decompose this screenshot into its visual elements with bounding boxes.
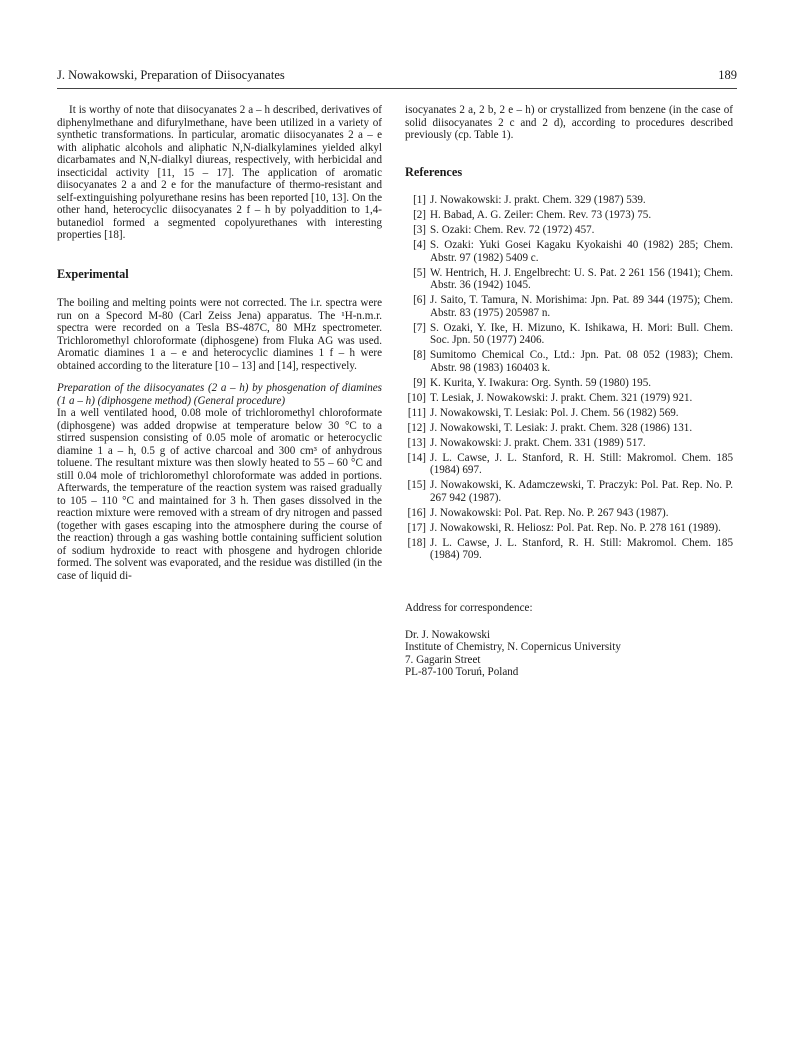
header-rule [57,88,737,89]
reference-number: [17] [407,521,426,534]
right-column [405,104,733,679]
procedure-subheading: Preparation of the diisocyanates (2 a – h) by phosgenation of diamines (1 a – h) (diphosgene method) (General procedure) [57,382,382,407]
reference-number: [11] [407,406,426,419]
address-block [405,629,733,679]
continuation-paragraph: isocyanates 2 a, 2 b, 2 e – h) or crystallized from benzene (in the case of solid diisocyanates 2 c and 2 d), according to procedures described previously (cp. Table 1). [405,104,733,141]
reference-text: J. Nowakowski, R. Heliosz: Pol. Pat. Rep. No. P. 278 161 (1989). [430,521,721,534]
reference-number: [18] [407,536,426,549]
reference-number: [16] [407,506,426,519]
reference-text: J. Nowakowski: J. prakt. Chem. 331 (1989) 517. [430,436,646,449]
address-line: Dr. J. Nowakowski [405,628,491,641]
reference-number: [1] [413,194,426,206]
reference-item [405,479,733,504]
reference-number: [5] [413,266,426,279]
reference-text: J. L. Cawse, J. L. Stanford, R. H. Still: Makromol. Chem. 185 (1984) 697. [430,451,733,476]
left-column [57,104,382,582]
reference-number: [2] [413,209,426,221]
references-heading: References [405,164,463,179]
reference-item [405,349,733,374]
reference-text: Sumitomo Chemical Co., Ltd.: Jpn. Pat. 08 052 (1983); Chem. Abstr. 98 (1983) 160403 k. [430,349,733,374]
reference-text: S. Ozaki: Chem. Rev. 72 (1972) 457. [430,224,595,236]
reference-item [405,377,733,390]
reference-item [405,224,733,237]
reference-item [405,209,733,222]
reference-item [405,322,733,347]
reference-text: S. Ozaki, Y. Ike, H. Mizuno, K. Ishikawa, H. Mori: Bull. Chem. Soc. Jpn. 50 (1977) 2406. [430,321,733,346]
reference-number: [8] [413,349,426,361]
reference-text: W. Hentrich, H. J. Engelbrecht: U. S. Pat. 2 261 156 (1941); Chem. Abstr. 36 (1942) 1045. [430,266,733,291]
reference-text: J. Saito, T. Tamura, N. Morishima: Jpn. Pat. 89 344 (1975); Chem. Abstr. 83 (1975) 205987 n. [430,294,733,319]
reference-text: H. Babad, A. G. Zeiler: Chem. Rev. 73 (1973) 75. [430,209,652,221]
references-list [405,194,733,562]
reference-item [405,422,733,435]
experimental-heading: Experimental [57,266,129,281]
reference-number: [4] [413,239,426,251]
page-number: 189 [718,68,737,82]
reference-number: [14] [407,451,426,464]
reference-text: J. Nowakowski: J. prakt. Chem. 329 (1987) 539. [430,194,646,206]
reference-item [405,239,733,264]
reference-number: [13] [407,436,426,449]
reference-item [405,294,733,319]
reference-text: S. Ozaki: Yuki Gosei Kagaku Kyokaishi 40 (1982) 285; Chem. Abstr. 97 (1982) 5409 c. [430,239,733,264]
reference-number: [7] [413,321,426,334]
address-line: 7. Gagarin Street [405,653,481,666]
reference-item [405,267,733,292]
reference-item [405,194,733,207]
procedure-paragraph: In a well ventilated hood, 0.08 mole of trichloromethyl chloroformate (diphosgene) was added dropwise at temperature below 30 °C to a stirred suspension consisting of 0.05 mole of aromatic or heterocyclic diamine 1 a – h, 0.5 g of active charcoal and 300 cm³ of anhydrous toluene. The resultant mixture was then slowly heated to 55 – 60 °C and still 0.04 mole of trichloromethyl chloroformate was added in portions. Afterwards, the temperature of the reaction system was raised gradually to 105 – 110 °C and maintained for 3 h. Then gases dissolved in the reaction mixture were removed with a stream of dry nitrogen and passed (together with gases escaping into the atmosphere during the course of the reaction) through a gas washing bottle containing sufficient solution of sodium hydroxide to react with phosgene and hydrogen chloride formed. The solvent was evaporated, and the residue was distilled (in the case of liquid di- [57,407,382,582]
reference-item [405,392,733,405]
reference-item [405,522,733,535]
reference-number: [10] [407,391,426,404]
reference-item [405,537,733,562]
reference-text: J. Nowakowski, T. Lesiak: Pol. J. Chem. 56 (1982) 569. [430,406,679,419]
page-header [57,68,737,88]
address-line: Institute of Chemistry, N. Copernicus University [405,641,621,653]
reference-text: J. Nowakowski: Pol. Pat. Rep. No. P. 267 943 (1987). [430,506,669,519]
reference-text: K. Kurita, Y. Iwakura: Org. Synth. 59 (1980) 195. [430,376,652,389]
address-line: PL-87-100 Toruń, Poland [405,666,519,678]
address-label: Address for correspondence: [405,602,533,614]
intro-paragraph: It is worthy of note that diisocyanates 2 a – h described, derivatives of diphenylmethane and difurylmethane, have been utilized in a variety of synthetic transformations. In particular, aromatic diisocyanates 2 a – e with aliphatic alcohols and aliphatic N,N-dialkylamines yielded alkyl dicarbamates and N,N-dialkyl diureas, respectively, with herbicidal and insecticidal activity [11, 15 – 17]. The application of aromatic diisocyanates 2 a and 2 e for the manufacture of thermo-resistant and self-extinguishing polyurethane resins has been reported [10, 13]. On the other hand, heterocyclic diisocyanates 2 f – h by polyaddition to 1,4-butanediol formed a segmented copolyurethanes with interesting properties [18]. [57,104,382,241]
reference-item [405,407,733,420]
reference-text: J. Nowakowski, T. Lesiak: J. prakt. Chem. 328 (1986) 131. [430,421,693,434]
experimental-paragraph: The boiling and melting points were not corrected. The i.r. spectra were run on a Specord M-80 (Carl Zeiss Jena) apparatus. The ¹H-n.m.r. spectra were recorded on a Tesla BS-487C, 80 MHz spectrometer. Trichloromethyl chloroformate (diphosgene) from Fluka AG was used. Aromatic diamines 1 a – e and heterocyclic diamines 1 f – h were obtained according to the literature [10 – 13] and [14], respectively. [57,297,382,372]
reference-text: J. Nowakowski, K. Adamczewski, T. Praczyk: Pol. Pat. Rep. No. P. 267 942 (1987). [430,479,733,504]
reference-item [405,507,733,520]
reference-number: [3] [413,224,426,236]
reference-number: [9] [413,376,426,389]
reference-item [405,437,733,450]
reference-number: [6] [413,294,426,306]
reference-number: [15] [407,479,426,491]
reference-text: T. Lesiak, J. Nowakowski: J. prakt. Chem. 321 (1979) 921. [430,391,693,404]
running-title: J. Nowakowski, Preparation of Diisocyanates [57,68,285,82]
reference-number: [12] [407,421,426,434]
reference-item [405,452,733,477]
reference-text: J. L. Cawse, J. L. Stanford, R. H. Still: Makromol. Chem. 185 (1984) 709. [430,536,733,561]
